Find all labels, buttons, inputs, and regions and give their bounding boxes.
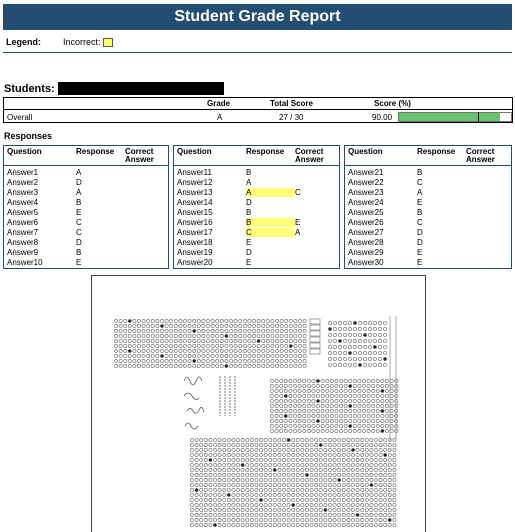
table-row (174, 218, 339, 228)
students-label: Students: (4, 82, 55, 95)
response-cell: B (417, 208, 423, 217)
response-cell: E (246, 258, 252, 267)
question-cell: Answer23 (348, 188, 384, 197)
responses-header-row (345, 146, 511, 166)
response-cell: C (417, 218, 423, 227)
incorrect-swatch-icon (103, 38, 113, 47)
response-header: Response (246, 147, 285, 156)
response-header: Response (76, 147, 115, 156)
table-row (345, 258, 511, 268)
response-cell: C (76, 218, 82, 227)
response-cell: A (246, 178, 252, 187)
table-row (4, 208, 168, 218)
response-cell: B (246, 218, 252, 227)
question-cell: Answer4 (7, 198, 39, 207)
table-row (345, 228, 511, 238)
incorrect-highlight (246, 228, 295, 237)
question-cell: Answer1 (7, 168, 39, 177)
incorrect-highlight (246, 218, 295, 227)
response-cell: A (417, 188, 423, 197)
correct-answer-header: Correct Answer (466, 147, 495, 164)
response-cell: A (246, 188, 252, 197)
correct-answer-cell: A (295, 228, 301, 237)
question-cell: Answer19 (177, 248, 213, 257)
response-cell: D (246, 248, 252, 257)
question-cell: Answer16 (177, 218, 213, 227)
legend-label: Legend: (6, 37, 41, 47)
answer-sheet-image (92, 276, 426, 532)
table-row (345, 238, 511, 248)
response-cell: B (246, 168, 252, 177)
scanned-answer-sheet (91, 275, 426, 532)
overall-header-row (4, 98, 512, 110)
table-row (174, 248, 339, 258)
responses-table-1 (3, 145, 169, 269)
correct-answer-cell: C (295, 188, 301, 197)
header-divider (3, 52, 512, 53)
question-cell: Answer27 (348, 228, 384, 237)
score-progress-bar (398, 112, 512, 122)
response-cell: D (417, 228, 423, 237)
question-cell: Answer6 (7, 218, 39, 227)
response-cell: B (246, 208, 252, 217)
response-cell: D (417, 238, 423, 247)
response-cell: E (417, 248, 423, 257)
table-row (174, 238, 339, 248)
question-cell: Answer30 (348, 258, 384, 267)
table-row (345, 208, 511, 218)
table-row (4, 198, 168, 208)
response-cell: B (417, 168, 423, 177)
table-row (174, 168, 339, 178)
question-cell: Answer11 (177, 168, 212, 177)
responses-table-2 (173, 145, 340, 269)
question-cell: Answer29 (348, 248, 384, 257)
table-row (345, 248, 511, 258)
response-cell: D (246, 198, 252, 207)
correct-answer-header: Correct Answer (125, 147, 154, 164)
overall-grade: A (217, 113, 223, 122)
report-title: Student Grade Report (3, 4, 512, 30)
question-cell: Answer28 (348, 238, 384, 247)
responses-header-row (174, 146, 339, 166)
question-cell: Answer9 (7, 248, 39, 257)
table-row (4, 218, 168, 228)
question-cell: Answer5 (7, 208, 39, 217)
student-id-redacted: 21147908 SWPRIGGE PRIGGE SW (59, 83, 223, 94)
question-cell: Answer15 (177, 208, 213, 217)
table-row (345, 178, 511, 188)
question-cell: Answer25 (348, 208, 384, 217)
score-marker (478, 112, 479, 122)
question-cell: Answer8 (7, 238, 39, 247)
question-cell: Answer18 (177, 238, 213, 247)
overall-score: 90.00 (372, 113, 393, 122)
legend-incorrect-label: Incorrect: (63, 37, 101, 47)
total-score-header: Total Score (270, 99, 313, 108)
question-header: Question (7, 147, 42, 156)
question-cell: Answer7 (7, 228, 39, 237)
table-row (4, 248, 168, 258)
question-cell: Answer24 (348, 198, 384, 207)
score-progress-fill (399, 113, 500, 121)
responses-title: Responses (4, 131, 53, 141)
responses-header-row (4, 146, 168, 166)
responses-table-3 (344, 145, 512, 269)
table-row (174, 258, 339, 268)
question-cell: Answer20 (177, 258, 213, 267)
table-row (4, 168, 168, 178)
table-row (174, 228, 339, 238)
question-cell: Answer3 (7, 188, 39, 197)
response-cell: C (246, 228, 252, 237)
table-row (4, 188, 168, 198)
response-header: Response (417, 147, 456, 156)
table-row (4, 238, 168, 248)
response-cell: E (246, 238, 252, 247)
overall-label: Overall (7, 113, 33, 122)
table-row (4, 228, 168, 238)
response-cell: C (417, 178, 423, 187)
table-row (4, 258, 168, 268)
table-row (174, 198, 339, 208)
correct-answer-cell: E (295, 218, 301, 227)
response-cell: B (76, 248, 82, 257)
response-cell: E (76, 208, 82, 217)
question-cell: Answer13 (177, 188, 213, 197)
response-cell: A (76, 168, 82, 177)
response-cell: E (76, 258, 82, 267)
response-cell: D (76, 178, 82, 187)
question-cell: Answer22 (348, 178, 384, 187)
table-row (345, 218, 511, 228)
question-cell: Answer26 (348, 218, 384, 227)
table-row (345, 188, 511, 198)
response-cell: B (76, 198, 82, 207)
question-cell: Answer21 (348, 168, 384, 177)
response-cell: C (76, 228, 82, 237)
incorrect-highlight (246, 188, 295, 197)
question-cell: Answer14 (177, 198, 213, 207)
response-cell: D (76, 238, 82, 247)
question-cell: Answer12 (177, 178, 213, 187)
legend (6, 37, 113, 47)
table-row (4, 178, 168, 188)
question-cell: Answer2 (7, 178, 39, 187)
question-header: Question (177, 147, 212, 156)
question-header: Question (348, 147, 383, 156)
question-cell: Answer17 (177, 228, 213, 237)
response-cell: E (417, 258, 423, 267)
overall-table (3, 97, 513, 123)
grade-header: Grade (207, 99, 231, 108)
score-percent-header: Score (%) (374, 99, 411, 108)
response-cell: A (76, 188, 82, 197)
students-line (4, 82, 224, 95)
overall-total: 27 / 30 (279, 113, 304, 122)
table-row (345, 168, 511, 178)
table-row (174, 178, 339, 188)
table-row (174, 188, 339, 198)
response-cell: E (417, 198, 423, 207)
question-cell: Answer10 (7, 258, 43, 267)
table-row (174, 208, 339, 218)
table-row (345, 198, 511, 208)
correct-answer-header: Correct Answer (295, 147, 324, 164)
